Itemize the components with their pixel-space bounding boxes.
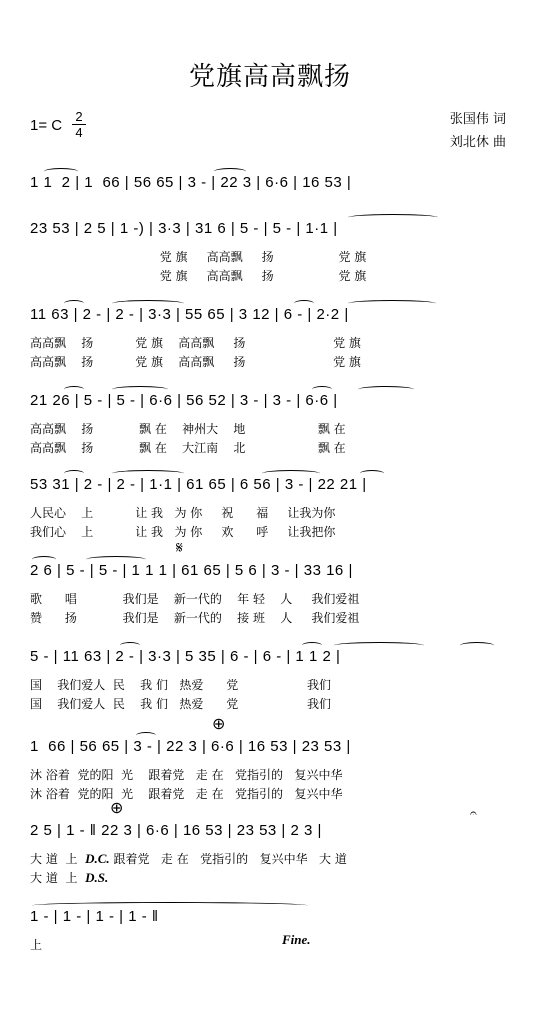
score-system-9 xyxy=(30,800,508,885)
lyrics-verse-1: 人民心 上 让 我 为 你 祝 福 让我为你 xyxy=(30,506,336,520)
notes-line: 11 63 | 2 - | 2 - | 3·3 | 55 65 | 3 12 | 6 - | 2·2 | xyxy=(30,306,349,323)
lyrics-verse-2: 高高飘 扬 党 旗 高高飘 扬 党 旗 xyxy=(30,355,361,369)
lyrics-verse-2: 党 旗 高高飘 扬 党 旗 xyxy=(30,269,367,283)
lyrics-verse-1: 沐 浴着 党的阳 光 跟着党 走 在 党指引的 复兴中华 xyxy=(30,768,343,782)
lyrics-verse-2: 沐 浴着 党的阳 光 跟着党 走 在 党指引的 复兴中华 xyxy=(30,787,343,801)
score-system-10 xyxy=(30,908,508,952)
notes-line: 53 31 | 2 - | 2 - | 1·1 | 61 65 | 6 56 | 3 - | 22 21 | xyxy=(30,476,367,493)
score-system-3 xyxy=(30,306,508,369)
meter-denominator: 4 xyxy=(75,125,83,140)
score-system-2 xyxy=(30,220,508,283)
score-system-5 xyxy=(30,476,508,539)
notes-line: 1 - | 1 - | 1 - | 1 - ‖ xyxy=(30,908,159,925)
score-system-7 xyxy=(30,648,508,711)
notes-line: 23 53 | 2 5 | 1 -) | 3·3 | 31 6 | 5 - | 5 - | 1·1 | xyxy=(30,220,338,237)
fermata-sign: 𝄐 xyxy=(470,806,477,820)
lyrics-verse-1: 党 旗 高高飘 扬 党 旗 xyxy=(30,250,367,264)
segno-sign: 𝄋 xyxy=(176,540,183,557)
notes-line: 2 6 | 5 - | 5 - | 1 1 1 | 61 65 | 5 6 | 3 - | 33 16 | xyxy=(30,562,353,579)
time-signature xyxy=(72,110,86,139)
song-title: 党旗高高飘扬 xyxy=(188,62,351,92)
notes-line: 21 26 | 5 - | 5 - | 6·6 | 56 52 | 3 - | 3 - | 6·6 | xyxy=(30,392,338,409)
key-signature: 1= C xyxy=(30,117,63,134)
notes-line: 1 1 2 | 1 66 | 56 65 | 3 - | 22 3 | 6·6 | 16 53 | xyxy=(30,174,352,191)
lyrics-verse-1: 歌 唱 我们是 新一代的 年 轻 人 我们爱祖 xyxy=(30,592,360,606)
lyrics-verse-2: 大 道 上 D.S. xyxy=(30,870,109,885)
meter-numerator: 2 xyxy=(75,109,83,124)
dc-marking: D.C. xyxy=(85,851,110,866)
score-system-6 xyxy=(30,540,508,625)
lyricist-credit: 张国伟 词 xyxy=(449,112,506,127)
lyrics-verse-1: 高高飘 扬 飘 在 神州大 地 飘 在 xyxy=(30,422,346,436)
notes-line: 5 - | 11 63 | 2 - | 3·3 | 5 35 | 6 - | 6 - | 1 1 2 | xyxy=(30,648,341,665)
lyrics-verse-2: 国 我们爱人 民 我 们 热爱 党 我们 xyxy=(30,697,331,711)
fine-marking: Fine. xyxy=(282,932,311,947)
score-system-4 xyxy=(30,392,508,455)
coda-sign: ⊕ xyxy=(212,716,226,733)
notes-line: 2 5 | 1 - ‖ 22 3 | 6·6 | 16 53 | 23 53 | 2 3 | xyxy=(30,822,322,839)
lyrics-verse-2: 我们心 上 让 我 为 你 欢 呼 让我把你 xyxy=(30,525,336,539)
score-system-1 xyxy=(30,174,508,214)
notes-line: 1 66 | 56 65 | 3 - | 22 3 | 6·6 | 16 53 | 23 53 | xyxy=(30,738,351,755)
score-system-8 xyxy=(30,716,508,801)
lyrics-verse-2: 高高飘 扬 飘 在 大江南 北 飘 在 xyxy=(30,441,346,455)
lyrics-verse-1: 大 道 上 D.C. 跟着党 走 在 党指引的 复兴中华 大 道 xyxy=(30,851,347,866)
ds-marking: D.S. xyxy=(85,870,109,885)
lyrics-verse-1: 高高飘 扬 党 旗 高高飘 扬 党 旗 xyxy=(30,336,361,350)
coda-sign: ⊕ xyxy=(110,800,124,817)
lyrics-verse-1: 国 我们爱人 民 我 们 热爱 党 我们 xyxy=(30,678,331,692)
lyrics-verse-1: 上 xyxy=(30,938,43,952)
lyrics-verse-2: 赞 扬 我们是 新一代的 接 班 人 我们爱祖 xyxy=(30,611,360,625)
composer-credit: 刘北休 曲 xyxy=(449,135,506,150)
